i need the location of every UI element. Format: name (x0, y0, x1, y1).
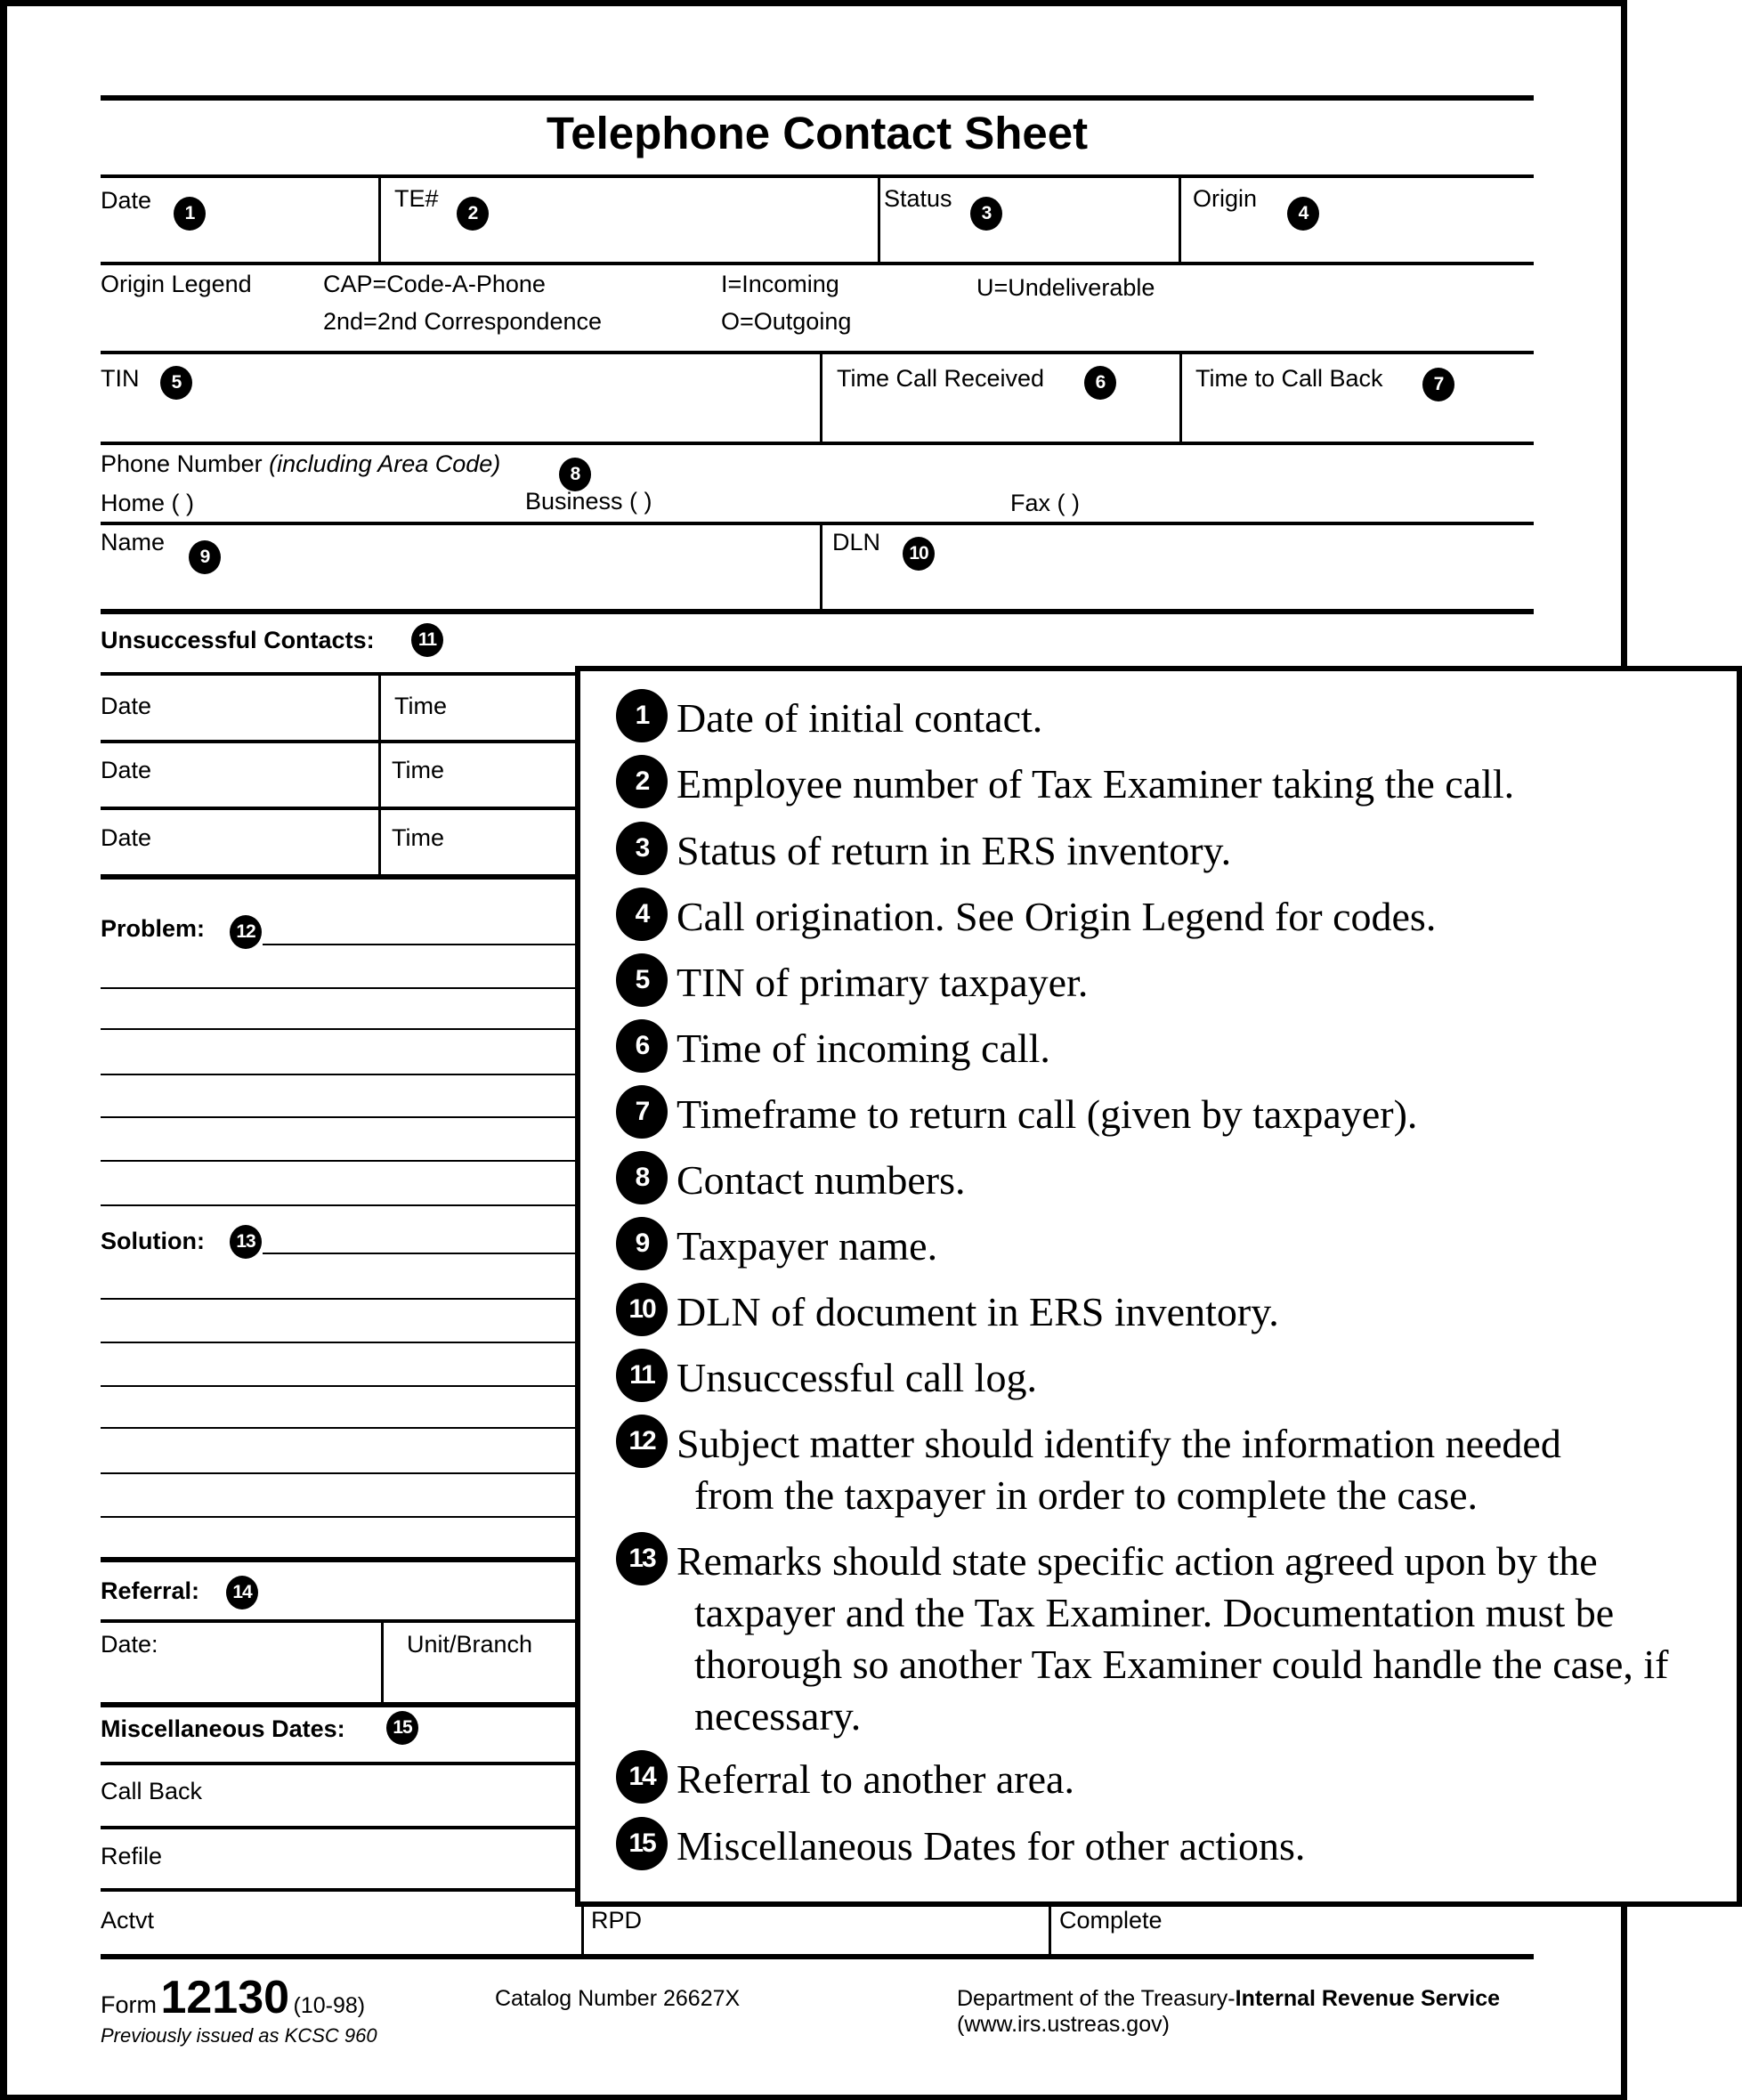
phone-number-label (101, 452, 500, 476)
unsuccessful-time-label: Time (392, 824, 444, 851)
rule (101, 262, 1534, 265)
number-badge-icon: 9 (616, 1217, 668, 1270)
callout-badge-12: 12 (230, 915, 262, 949)
callout-text: Timeframe to return call (given by taxpayer). (677, 1091, 1418, 1137)
callout-text: Referral to another area. (677, 1756, 1074, 1802)
callout-badge-4: 4 (1287, 197, 1319, 231)
callout-badge-14: 14 (226, 1576, 258, 1609)
callout-badge-10: 10 (903, 537, 935, 571)
catalog-number: Catalog Number 26627X (495, 1986, 741, 2011)
time-to-call-back-label: Time to Call Back (1195, 365, 1383, 392)
number-badge-icon: 6 (616, 1019, 668, 1073)
irs-url: (www.irs.ustreas.gov) (957, 2012, 1170, 2037)
divider (378, 674, 381, 877)
form-number (101, 1974, 365, 2021)
referral-date-label: Date: (101, 1631, 158, 1658)
actvt-label: Actvt (101, 1907, 155, 1934)
callout-text: Call origination. See Origin Legend for codes. (677, 894, 1437, 939)
business-phone-label: Business ( ) (525, 488, 652, 515)
rule (101, 351, 1534, 354)
origin-field-label: Origin (1193, 185, 1258, 212)
callout-text: Employee number of Tax Examiner taking the call. (677, 761, 1515, 807)
divider (878, 176, 880, 264)
callout-badge-3: 3 (970, 197, 1002, 231)
number-badge-icon: 14 (616, 1750, 668, 1804)
time-call-received-label: Time Call Received (837, 365, 1045, 392)
divider (820, 523, 822, 611)
number-badge-icon: 10 (616, 1283, 668, 1336)
rule (101, 442, 1534, 445)
title-rule (101, 174, 1534, 178)
unsuccessful-date-label: Date (101, 824, 152, 851)
top-rule (101, 95, 1534, 101)
unsuccessful-time-label: Time (394, 693, 447, 719)
origin-code: I=Incoming (721, 271, 839, 297)
unsuccessful-time-label: Time (392, 757, 444, 783)
origin-code: O=Outgoing (721, 308, 852, 335)
origin-legend-label: Origin Legend (101, 271, 252, 297)
number-badge-icon: 2 (616, 755, 668, 808)
callout-text: Status of return in ERS inventory. (677, 828, 1232, 873)
rule (101, 1954, 1534, 1959)
callout-text (677, 1418, 1727, 1521)
callout-badge-2: 2 (457, 197, 489, 231)
callout-badge-8: 8 (559, 458, 591, 491)
callout-text-continuation: from the taxpayer in order to complete the case. (694, 1472, 1479, 1518)
misc-dates-heading: Miscellaneous Dates: (101, 1715, 345, 1742)
department-line (957, 1988, 1500, 2010)
divider (381, 1621, 384, 1704)
te-number-field-label: TE# (394, 185, 439, 212)
complete-label: Complete (1059, 1907, 1163, 1934)
previously-issued-note: Previously issued as KCSC 960 (101, 2024, 377, 2047)
number-badge-icon: 11 (616, 1349, 668, 1402)
unit-branch-label: Unit/Branch (407, 1631, 533, 1658)
referral-heading: Referral: (101, 1577, 200, 1604)
problem-heading: Problem: (101, 915, 206, 942)
department-name: Department of the Treasury- (957, 1986, 1236, 2011)
refile-label: Refile (101, 1843, 163, 1869)
phone-label-text: Phone Number (101, 450, 263, 477)
callout-badge-11: 11 (411, 623, 443, 657)
number-badge-icon: 1 (616, 689, 668, 742)
divider (1179, 353, 1182, 443)
irs-name: Internal Revenue Service (1235, 1986, 1501, 2011)
callout-text: Unsuccessful call log. (677, 1355, 1037, 1400)
callout-badge-1: 1 (174, 197, 206, 231)
dln-field-label: DLN (832, 529, 881, 555)
callout-badge-15: 15 (386, 1711, 418, 1745)
callout-text: Miscellaneous Dates for other actions. (677, 1823, 1306, 1869)
number-badge-icon: 12 (616, 1415, 668, 1468)
origin-code: U=Undeliverable (976, 274, 1155, 301)
number-badge-icon: 4 (616, 888, 668, 941)
callout-legend-box (575, 666, 1742, 1907)
divider (1179, 176, 1181, 264)
callout-text: Contact numbers. (677, 1157, 966, 1203)
divider (1049, 1901, 1051, 1955)
number-badge-icon: 5 (616, 953, 668, 1007)
callout-text: TIN of primary taxpayer. (677, 960, 1089, 1005)
callout-text: DLN of document in ERS inventory. (677, 1289, 1279, 1334)
unsuccessful-date-label: Date (101, 693, 152, 719)
date-field-label: Date (101, 187, 152, 214)
form-title: Telephone Contact Sheet (546, 108, 1089, 158)
callout-badge-9: 9 (189, 540, 221, 574)
status-field-label: Status (884, 185, 952, 212)
callout-text-line: Remarks should state specific action agreed upon by the (677, 1538, 1598, 1584)
callout-text-line: Subject matter should identify the information needed (677, 1421, 1561, 1466)
home-phone-label: Home ( ) (101, 490, 195, 516)
fax-label: Fax ( ) (1010, 490, 1080, 516)
unsuccessful-contacts-heading: Unsuccessful Contacts: (101, 627, 375, 653)
origin-code: CAP=Code-A-Phone (323, 271, 546, 297)
solution-heading: Solution: (101, 1228, 205, 1254)
callout-text: Time of incoming call. (677, 1026, 1050, 1071)
rpd-label: RPD (591, 1907, 643, 1934)
number-badge-icon: 15 (616, 1817, 668, 1870)
call-back-label: Call Back (101, 1778, 203, 1804)
callout-badge-6: 6 (1084, 366, 1116, 400)
callout-badge-5: 5 (160, 366, 192, 400)
unsuccessful-date-label: Date (101, 757, 152, 783)
form-revision: (10-98) (293, 1993, 366, 2018)
tin-field-label: TIN (101, 365, 140, 392)
name-field-label: Name (101, 529, 166, 555)
callout-text (677, 1536, 1727, 1742)
divider (378, 176, 381, 264)
callout-text: Taxpayer name. (677, 1223, 938, 1269)
divider (581, 1901, 584, 1955)
form-number-value: 12130 (160, 1972, 290, 2023)
number-badge-icon: 8 (616, 1151, 668, 1204)
origin-code: 2nd=2nd Correspondence (323, 308, 602, 335)
divider (820, 353, 822, 443)
rule (101, 522, 1534, 525)
number-badge-icon: 3 (616, 822, 668, 875)
number-badge-icon: 13 (616, 1532, 668, 1585)
callout-badge-7: 7 (1422, 368, 1454, 401)
callout-text: Date of initial contact. (677, 695, 1043, 741)
callout-text-continuation: taxpayer and the Tax Examiner. Documentation must be thorough so another Tax Examiner could handle the case, if necessary. (694, 1590, 1669, 1739)
rule (101, 609, 1534, 614)
callout-badge-13: 13 (230, 1225, 262, 1259)
phone-label-note: (including Area Code) (269, 450, 501, 477)
number-badge-icon: 7 (616, 1085, 668, 1139)
form-prefix: Form (101, 1991, 157, 2018)
